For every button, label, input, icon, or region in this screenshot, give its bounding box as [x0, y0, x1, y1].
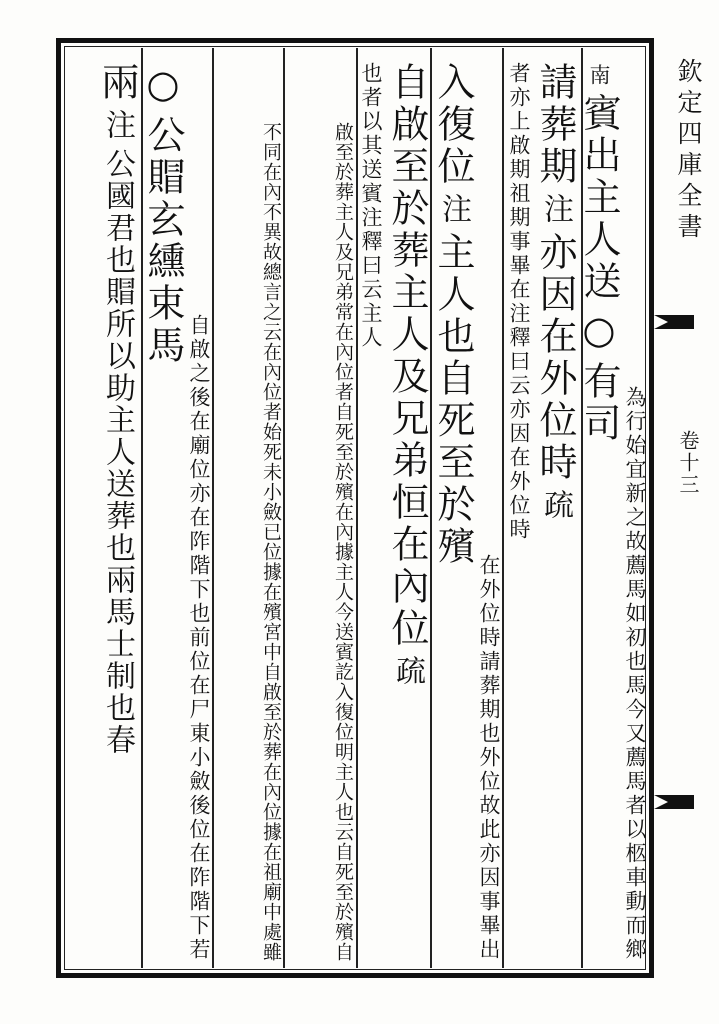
commentary-line-left: 不同在內不異故總言之云在內位者始死未小斂已: [260, 122, 282, 542]
column-rule: [212, 48, 214, 968]
commentary-line-right: 馬今又薦馬者以柩車動而鄉: [623, 674, 647, 962]
text-column-1: [577, 62, 648, 962]
commentary-line-right: 外位故此亦因事畢出: [477, 746, 501, 962]
volume-number: 卷十三: [676, 430, 700, 496]
text-column-5: [288, 62, 356, 962]
commentary-line-left: 為行始宜新之故薦馬如初也: [623, 386, 647, 674]
main-text: 有司: [577, 361, 621, 446]
commentary-line-left: 啟至於葬主人及兄弟常在內位者自死至於殯在內: [332, 122, 354, 542]
commentary-pair: [358, 62, 384, 350]
commentary-pair: [330, 62, 356, 962]
book-title: 欽定四庫全書: [674, 58, 703, 244]
commentary-line-left: 自啟之後在廟位亦在阼階下也: [187, 314, 211, 626]
text-column-8: [72, 62, 140, 962]
main-text: 請葬期: [533, 62, 577, 188]
text-column-2: [508, 62, 578, 962]
commentary-tail: 南: [587, 64, 611, 88]
main-text: 公賵玄纁束馬: [141, 115, 185, 368]
annotation-marker: 注: [100, 109, 135, 144]
commentary-line-left: 也者以其送賓: [359, 62, 383, 206]
main-text: 賓出主人送: [577, 93, 621, 304]
fishtail-mark-bottom: [654, 795, 694, 809]
commentary-line-right: 注釋曰云主人: [359, 206, 383, 350]
main-text: 主人也自死至於殯: [431, 232, 475, 569]
annotation-marker: 注: [436, 193, 471, 228]
annotation-marker: 疏: [538, 489, 573, 524]
annotation-marker: 疏: [390, 655, 425, 690]
main-text: 兩: [95, 62, 139, 104]
main-text: 自啟至於葬主人及兄弟恒在內位: [385, 62, 429, 650]
annotation-marker: 注: [538, 193, 573, 228]
commentary-pair: [622, 62, 648, 962]
main-text: 亦因在外位時: [533, 232, 577, 485]
main-text: 公國君也賵所以助主人送葬也兩馬士制也春: [100, 148, 135, 757]
commentary-pair: [186, 62, 212, 962]
separator-circle: ○: [141, 62, 185, 110]
separator-circle: ○: [577, 308, 621, 357]
commentary-pair: [506, 62, 532, 542]
fishtail-mark-top: [654, 315, 694, 329]
commentary-line-right: 據主人今送賓訖入復位明主人也云自死至於殯自: [332, 542, 354, 962]
text-column-6: [216, 62, 284, 962]
text-column-4: [359, 62, 430, 962]
commentary-line-right: 注釋曰云亦因在外位時: [507, 302, 531, 542]
commentary-line-left: 在外位時請葬期也: [477, 554, 501, 746]
text-column-3: [431, 62, 502, 962]
column-rule: [502, 48, 504, 968]
commentary-line-right: 前位在尸東小斂後位在阼階下若: [187, 626, 211, 962]
commentary-line-right: 位據在殯宮中自啟至於葬在內位據在祖廟中處雖: [260, 542, 282, 962]
text-column-7: [141, 62, 212, 962]
commentary-pair: [258, 62, 284, 962]
commentary-pair: [476, 62, 502, 962]
main-text: 入復位: [431, 62, 475, 188]
commentary-line-left: 者亦上啟期祖期事畢在: [507, 62, 531, 302]
